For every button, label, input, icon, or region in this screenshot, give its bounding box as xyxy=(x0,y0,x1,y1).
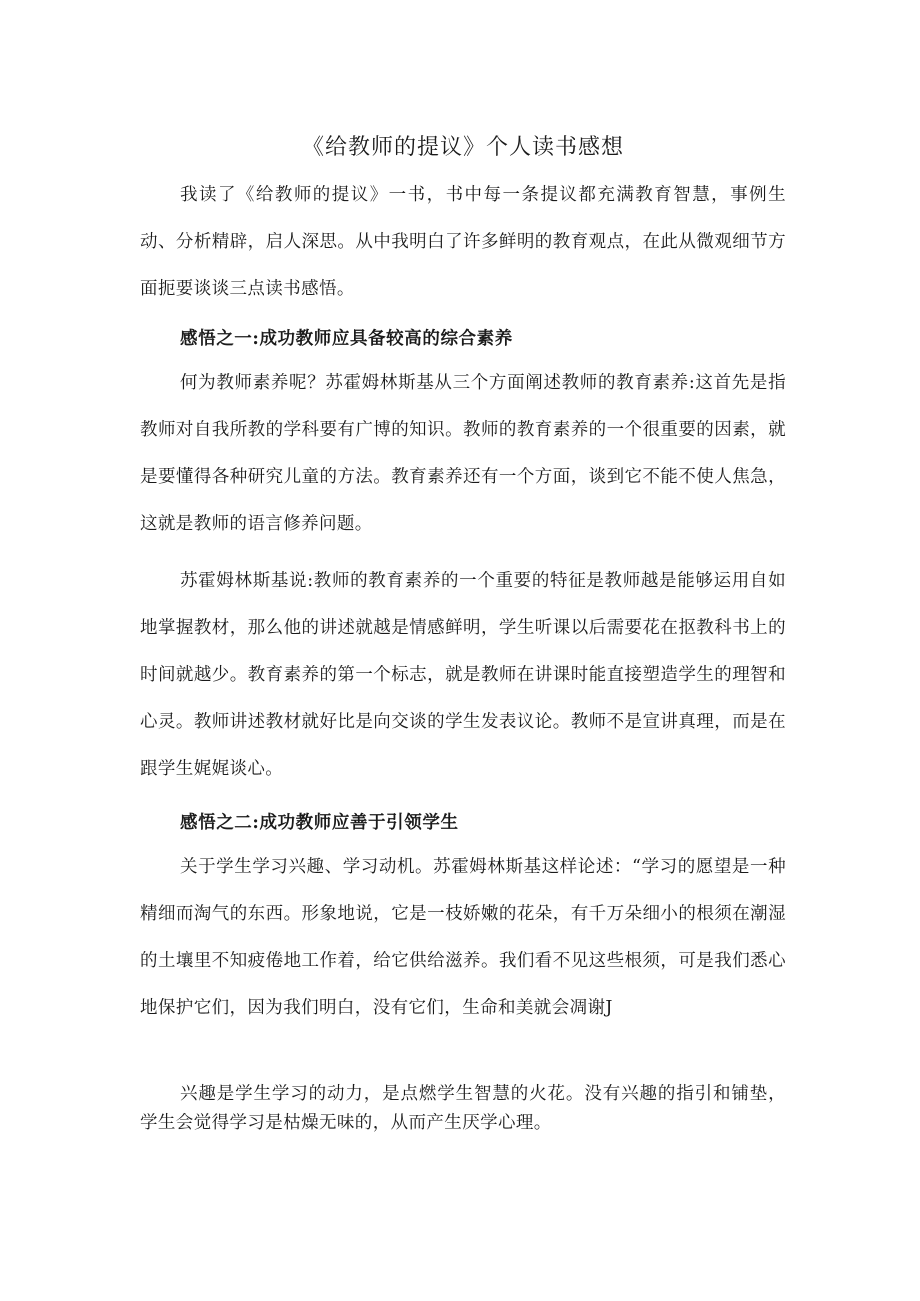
section1-heading: 感悟之一:成功教师应具备较高的综合素养 xyxy=(180,329,513,349)
section2-paragraph-2: 兴趣是学生学习的动力，是点燃学生智慧的火花。没有兴趣的指引和铺垫，学生会觉得学习是枯燥无味的，从而产生厌学心理。 xyxy=(140,1084,786,1133)
section2-paragraph-1: 关于学生学习兴趣、学习动机。苏霍姆林斯基这样论述：“学习的愿望是一种精细而淘气的东西。形象地说，它是一枝娇嫩的花朵，有千万朵细小的根须在潮湿的土壤里不知疲倦地工作着，给它供给滋养。我们看不见这些根须，可是我们悉心地保护它们，因为我们明白，没有它们，生命和美就会凋谢J xyxy=(140,857,786,1018)
intro-paragraph: 我读了《给教师的提议》一书，书中每一条提议都充满教育智慧，事例生动、分析精辟，启人深思。从中我明白了许多鲜明的教育观点，在此从微观细节方面扼要谈谈三点读书感悟。 xyxy=(140,185,786,299)
section2-heading: 感悟之二:成功教师应善于引领学生 xyxy=(180,813,459,833)
section1-paragraph-2: 苏霍姆林斯基说:教师的教育素养的一个重要的特征是教师越是能够运用自如地掌握教材，那么他的讲述就越是情感鲜明，学生听课以后需要花在抠教科书上的时间就越少。教育素养的第一个标志，就是教师在讲课时能直接塑造学生的理智和心灵。教师讲述教材就好比是向交谈的学生发表议论。教师不是宣讲真理，而是在跟学生娓娓谈心。 xyxy=(140,571,786,779)
document-title: 《给教师的提议》个人读书感想 xyxy=(301,135,624,160)
section1-paragraph-1: 何为教师素养呢？苏霍姆林斯基从三个方面阐述教师的教育素养:这首先是指教师对自我所教的学科要有广博的知识。教师的教育素养的一个很重要的因素，就是要懂得各种研究儿童的方法。教育素养还有一个方面，谈到它不能不使人焦急，这就是教师的语言修养问题。 xyxy=(140,373,786,534)
